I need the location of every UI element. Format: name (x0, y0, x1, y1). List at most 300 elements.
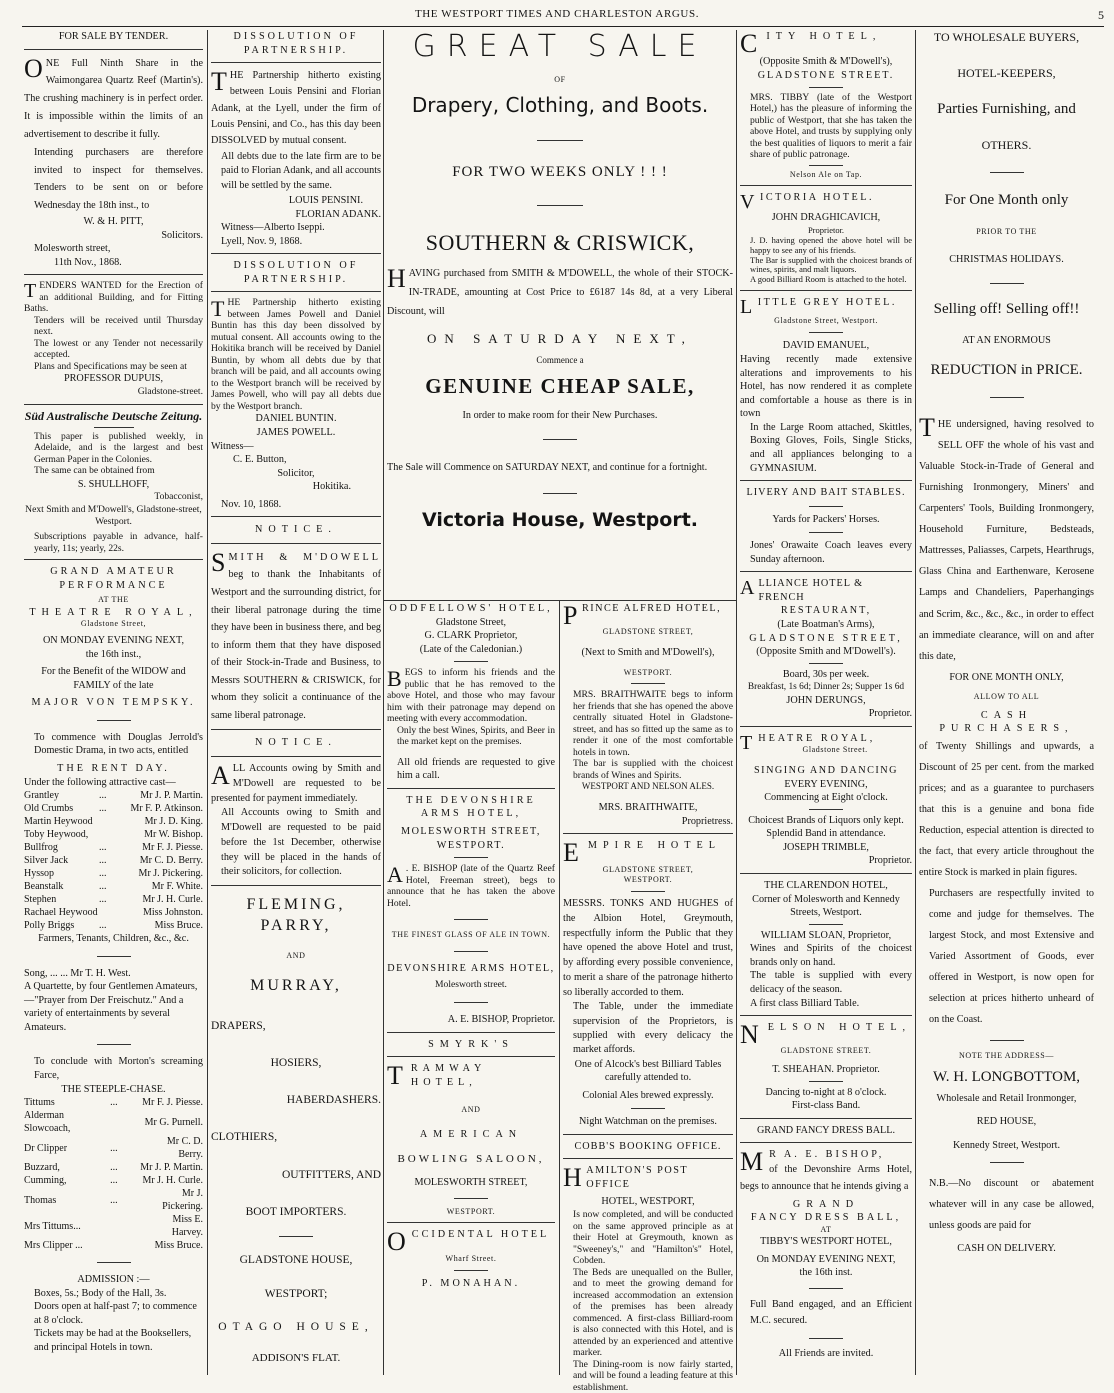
cast-actor: Mr F. White. (151, 881, 203, 893)
cast-role: Beanstalk (24, 881, 64, 893)
column-1 (24, 30, 203, 1375)
alliance-meals: Breakfast, 1s 6d; Dinner 2s; Supper 1s 6d (747, 682, 905, 693)
wholesale-line-1: TO WHOLESALE BUYERS, (933, 30, 1080, 44)
wholesale-line-4: OTHERS. (981, 137, 1032, 152)
occidental-ad (387, 1228, 555, 1291)
clarendon-corner: Corner of Molesworth and Kennedy Streets, Westport. (752, 893, 900, 919)
great-sale-commence: Commence a (536, 355, 584, 366)
column-rule (207, 30, 208, 1375)
fancy-ball-lead: R A. E. BISHOP, (769, 1149, 885, 1161)
prince-alfred-next: (Next to Smith and M'Dowell's), (581, 647, 715, 659)
oddfellows-prop: G. CLARK Proprietor, (424, 630, 518, 642)
livery-heading: LIVERY AND BAIT STABLES. (746, 487, 906, 499)
cast-dots: ... (99, 855, 107, 867)
livery-ad (740, 486, 912, 566)
notice-2-body-2: All Accounts owing to Smith and M'Dowell are requested to be paid before the 1st December, otherwise they will be placed in the hands of their solicitors, for collection. (221, 807, 381, 878)
performance-major: MAJOR VON TEMPSKY. (31, 697, 196, 709)
cast-role: Mrs Tittums... (24, 1220, 81, 1232)
prince-alfred-ales: WESTPORT AND NELSON ALES. (581, 781, 715, 792)
nelson-ad (740, 1021, 912, 1113)
cast-row (24, 1096, 203, 1109)
drop-cap: L (740, 295, 755, 318)
theatre-royal-band: Splendid Band in attendance. (766, 828, 886, 840)
tender-heading: FOR SALE BY TENDER. (58, 31, 169, 42)
clarendon-ad (740, 879, 912, 1010)
cast-actor: Mr J. H. Curle. (142, 1175, 203, 1187)
devonshire-heading: THE DEVONSHIRE ARMS HOTEL, (406, 794, 536, 820)
dissolution-2-witness-role: Solicitor, (277, 467, 315, 479)
cast-dots (110, 1213, 140, 1239)
smyrks-name: RAMWAY HOTEL, (410, 1063, 486, 1088)
cast-row (24, 854, 203, 867)
fancy-ball-date-2: the 16th inst. (799, 1267, 853, 1279)
drop-cap: H (563, 1163, 584, 1193)
theatre-royal-street: Gladstone Street. (802, 745, 868, 755)
wholesale-name: W. H. LONGBOTTOM, (932, 1068, 1081, 1085)
devonshire-street: MOLESWORTH STREET, WESTPORT. (401, 826, 541, 851)
wholesale-house: RED HOUSE, (976, 1116, 1037, 1128)
great-sale-subtitle: Drapery, Clothing, and Boots. (411, 92, 709, 117)
clarendon-body-2: The table is supplied with every delicacy of the season. (750, 970, 912, 995)
cobbs-heading: COBB'S BOOKING OFFICE. (574, 1140, 722, 1152)
zeitung-title: Süd Australische Deutsche Zeitung. (24, 408, 203, 423)
drop-cap: C (740, 29, 764, 58)
cast-role: Tittums (24, 1097, 55, 1109)
notice-2-body: LL Accounts owing by Smith and M'Dowell are requested to be presented for payment immediately. (211, 762, 381, 804)
nelson-band: First-class Band. (791, 1100, 861, 1112)
prince-alfred-role: Proprietress. (681, 815, 733, 827)
clarendon-prop: WILLIAM SLOAN, Proprietor, (760, 929, 892, 941)
admission-prices: Boxes, 5s.; Body of the Hall, 3s. (34, 1287, 167, 1299)
cast-role: Stephen (24, 894, 57, 906)
cast-role: Hyssop (24, 868, 55, 880)
cast-actor: Mr F. J. Piesse. (142, 842, 203, 854)
tenders-wanted-body: ENDERS WANTED for the Erection of an additional Building, and for Fitting Baths. (24, 280, 203, 315)
cast-row (24, 906, 203, 919)
performance-benefit: For the Benefit of the WIDOW and FAMILY of the late (41, 666, 186, 691)
empire-ad (563, 839, 733, 1128)
smyrks-town: WESTPORT. (446, 1206, 496, 1216)
cast-actor: Mr J. Pickering. (138, 868, 203, 880)
alliance-sub: RESTAURANT, (780, 605, 872, 617)
cast-role: Rachael Heywood (24, 907, 98, 919)
empire-body-5: Night Watchman on the premises. (579, 1116, 717, 1128)
prince-alfred-heading: RINCE ALFRED HOTEL, (581, 603, 722, 614)
hamilton-ad (563, 1164, 733, 1393)
victoria-hotel-role: Proprietor. (807, 224, 845, 235)
tenders-wanted-body-4: Plans and Specifications may be seen at (34, 360, 187, 372)
drop-cap: A (740, 577, 756, 600)
wholesale-line-2: HOTEL-KEEPERS, (957, 65, 1056, 80)
city-hotel-opp: (Opposite Smith & M'Dowell's), (759, 56, 893, 68)
cast-row (24, 1161, 203, 1174)
performance-when: ON MONDAY EVENING NEXT, (42, 635, 185, 647)
wholesale-cash: CASH PURCHASERS, (939, 709, 1074, 735)
empire-body: MESSRS. TONKS AND HUGHES of the Albion Hotel, Greymouth, respectfully inform the Public that they have opened the above Hotel and trust, by affording every possible convenience, to merit a share of the patronage hitherto so liberally accorded to them. (563, 897, 733, 998)
dissolution-1-witness: Witness—Alberto Iseppi. (221, 222, 325, 234)
tenders-wanted-body-3: The lowest or any Tender not necessarily accepted. (34, 337, 203, 361)
clarendon-body: Wines and Spirits of the choicest brands only on hand. (750, 943, 912, 968)
wholesale-street: Kennedy Street, Westport. (952, 1139, 1061, 1151)
cast-dots: ... (110, 1142, 118, 1154)
great-sale-ad (387, 30, 733, 598)
wholesale-body-3: Purchasers are respectfully invited to come and judge for themselves. The largest Stock, and most Extensive and Varied Assortment of Goods, ever offered in Westport, is now open for selection at prices hitherto unheard of on the Coast. (929, 887, 1094, 1026)
drop-cap: N (740, 1020, 765, 1050)
column-rule (383, 30, 384, 1375)
cast-actor: Mr C. D. Berry. (139, 855, 203, 867)
theatre-royal-heading: HEATRE ROYAL, (758, 732, 876, 744)
alliance-role: Proprietor. (868, 708, 912, 720)
city-hotel-heading: ITY HOTEL, (766, 31, 882, 42)
cast-actor: Mr W. Bishop. (144, 829, 203, 841)
little-grey-street: Gladstone Street, Westport. (774, 315, 878, 325)
drop-cap: M (740, 1147, 767, 1177)
alliance-heading: LLIANCE HOTEL & FRENCH (758, 578, 864, 603)
cast-dots (110, 1109, 140, 1135)
cast-role: Buzzard, (24, 1162, 60, 1174)
victoria-hotel-heading: ICTORIA HOTEL. (759, 192, 874, 204)
drop-cap: T (919, 413, 935, 443)
nelson-dancing: Dancing to-night at 8 o'clock. (765, 1086, 887, 1098)
drop-cap: A (387, 862, 403, 888)
great-sale-duration: FOR TWO WEEKS ONLY ! ! ! (452, 164, 668, 181)
great-sale-of: OF (554, 75, 566, 84)
dissolution-2-witness-name: C. E. Button, (233, 454, 287, 466)
admission-heading: ADMISSION :— (77, 1274, 150, 1286)
prince-alfred-body-2: The bar is supplied with the choicest brands of Wines and Spirits. (573, 758, 733, 781)
page-number: 5 (1098, 8, 1104, 22)
victoria-hotel-body: J. D. having opened the above hotel will be happy to see any of his friends. (750, 235, 912, 255)
occidental-street: Wharf Street. (445, 1253, 497, 1263)
devonshire-ad (387, 794, 555, 1027)
dissolution-2-date: Nov. 10, 1868. (221, 498, 282, 510)
tenders-wanted-name: PROFESSOR DUPUIS, (63, 373, 164, 385)
victoria-hotel-body-3: A good Billiard Room is attached to the hotel. (750, 274, 907, 285)
cast-row (24, 1135, 203, 1161)
great-sale-title: GREAT SALE (412, 29, 708, 64)
wholesale-month: For One Month only (944, 191, 1069, 208)
cast-dots: ... (110, 1162, 118, 1174)
alliance-late: (Late Boatman's Arms), (777, 619, 875, 631)
cast-dots (99, 815, 129, 828)
prince-alfred-body: MRS. BRAITHWAITE begs to inform her friends that she has opened the above centrally situated Hotel in Gladstone-street, and has so fitted up the same as to render it one of the most comfortable hotels in town. (573, 689, 733, 758)
devonshire-prop: A. E. BISHOP, Proprietor. (447, 1014, 555, 1026)
cast-role: Alderman Slowcoach, (24, 1110, 71, 1135)
fancy-ball-grand: GRAND (792, 1198, 860, 1210)
cast-dots: ... (99, 842, 107, 854)
column-rule (559, 600, 560, 1375)
theatre-royal-sing: SINGING AND DANCING (754, 765, 898, 777)
nelson-prop: T. SHEAHAN. Proprietor. (772, 1064, 880, 1076)
dissolution-2-sig-1: DANIEL BUNTIN. (255, 413, 337, 425)
smyrks-and: AND (461, 1105, 481, 1115)
fleming-line-4: CLOTHIERS, (211, 1131, 278, 1144)
empire-body-2: The Table, under the immediate supervision of the Proprietors, is supplied with every delicacy the market affords. (573, 1001, 733, 1056)
notice-1-heading: NOTICE. (255, 524, 337, 536)
little-grey-prop: DAVID EMANUEL, (782, 340, 870, 352)
oddfellows-body-2: Only the best Wines, Spirits, and Beer in the market kept on the premises. (397, 724, 555, 748)
cast-actor: Mr J. P. Martin. (140, 1162, 203, 1174)
fancy-ball-date: On MONDAY EVENING NEXT, (756, 1253, 896, 1265)
dissolution-1-sig-1: LOUIS PENSINI. (288, 195, 363, 207)
empire-body-3: One of Alcock's best Billiard Tables carefully attended to. (574, 1058, 722, 1084)
admission-tickets: Tickets may be had at the Booksellers, and principal Hotels in town. (34, 1328, 192, 1353)
cast-role: Old Crumbs (24, 803, 74, 815)
zeitung-agent-address: Next Smith and M'Dowell's, Gladstone-street, Westport. (25, 504, 202, 527)
notice-2-ad (211, 736, 381, 880)
fancy-ball-venue: TIBBY'S WESTPORT HOTEL, (760, 1236, 892, 1248)
theatre-royal-brands: Choicest Brands of Liquors only kept. (748, 814, 904, 826)
cast-row (24, 1174, 203, 1187)
drop-cap: S (211, 547, 226, 577)
cast-actor: Mr J. Pickering. (162, 1188, 203, 1213)
drop-cap: O (24, 53, 43, 83)
cast-actor: Mr C. D. Berry. (166, 1136, 203, 1161)
fleming-line-6: BOOT IMPORTERS. (245, 1206, 347, 1219)
top-rule (22, 26, 1104, 27)
cast-actor: Miss Bruce. (154, 920, 203, 932)
cast-dots (99, 906, 129, 919)
cast-row (24, 1239, 203, 1252)
cast-row (24, 867, 203, 880)
zeitung-subscriptions: Subscriptions payable in advance, half-yearly, 11s; yearly, 22s. (34, 531, 203, 554)
dissolution-1-sig-2: FLORIAN ADANK. (295, 208, 381, 220)
performance-heading: GRAND AMATEUR PERFORMANCE (50, 566, 177, 591)
column-2 (211, 30, 381, 1375)
section-rule (384, 600, 736, 601)
great-sale-firm: SOUTHERN & CRISWICK, (425, 230, 695, 256)
performance-venue: THEATRE ROYAL, (29, 606, 198, 618)
alliance-prop: JOHN DERUNGS, (786, 694, 866, 706)
little-grey-body: Having recently made extensive alterations and improvements to his Hotel, has now rendered it as complete and comfortable a house as there is in town (740, 354, 912, 420)
theatre-royal-commencing: Commencing at Eight o'clock. (764, 792, 888, 804)
cast-row (24, 919, 203, 932)
admission-doors: Doors open at half-past 7; to commence at 8 o'clock. (34, 1301, 197, 1326)
victoria-hotel-body-2: The Bar is supplied with the choicest brands of wines, spirits, and malt liquors. (750, 254, 912, 275)
tender-signer-role: Solicitors. (161, 229, 203, 241)
empire-town: WESTPORT. (623, 875, 673, 885)
city-hotel-ad (740, 30, 912, 180)
prince-alfred-street: GLADSTONE STREET, (602, 627, 694, 637)
cast-dots: ... (110, 1175, 118, 1187)
oddfellows-body: EGS to inform his friends and the public that he has removed to the above Hotel, and those who may favour him with their patronage may depend on meeting with every accommodation. (387, 667, 555, 725)
cast-row (24, 893, 203, 906)
oddfellows-body-3: All old friends are requested to give him a call. (397, 756, 555, 782)
cast-actor: Miss Bruce. (154, 1240, 203, 1252)
theatre-royal-every: EVERY EVENING, (784, 778, 868, 790)
performance-conclude: To conclude with Morton's screaming Farce, (34, 1056, 203, 1082)
tenders-wanted-ad (24, 280, 203, 398)
oddfellows-late: (Late of the Caledonian.) (419, 643, 523, 655)
play-1-title: THE RENT DAY. (57, 762, 170, 774)
cast-dots: ... (99, 894, 107, 906)
cast-role: Thomas (24, 1194, 57, 1206)
smyrks-street: MOLESWORTH STREET, (414, 1177, 528, 1189)
devonshire-heading-2: DEVONSHIRE ARMS HOTEL, (387, 962, 555, 974)
wholesale-xmas: CHRISTMAS HOLIDAYS. (949, 254, 1064, 266)
dissolution-1-date: Lyell, Nov. 9, 1868. (221, 235, 303, 247)
fancy-ball-ad (740, 1124, 912, 1360)
cast-actor: Miss E. Harvey. (171, 1214, 203, 1239)
fleming-and: AND (286, 950, 306, 960)
tender-body: NE Full Ninth Share in the Waimongarea Quartz Reef (Martin's). The crushing machinery is in perfect order. It is impossible within the limits of an advertisement to describe it fully. (24, 57, 203, 140)
hamilton-sub: HOTEL, WESTPORT, (601, 1196, 695, 1208)
victoria-hotel-ad (740, 191, 912, 285)
wholesale-prior: PRIOR TO THE (976, 226, 1037, 236)
cast-actor: Mr J. H. Curle. (142, 894, 203, 906)
cast-dots: ... (99, 803, 107, 815)
cast-row (24, 1109, 203, 1135)
wholesale-nb: N.B.—No discount or abatement whatever will in any case be allowed, unless goods are paid for (929, 1178, 1094, 1232)
wholesale-one-month: FOR ONE MONTH ONLY, (949, 671, 1064, 683)
oddfellows-street: Gladstone Street, (435, 616, 507, 628)
cast-2-table (24, 1096, 203, 1252)
performance-date: the 16th inst., (85, 648, 142, 660)
wholesale-body: HE undersigned, having resolved to SELL OFF the whole of his vast and Valuable Stock-in-Trade of General and Furnishing Ironmongery, Miners' and Carpenters' Tools, Building Ironmongery, Household Furniture, Bedsteads, Mattresses, Paliasses, Carpets, Hearthrugs, Glass China and Earthenware, Kerosene Lamps and Chandeliers, Paperhangings and Scrim, &c., &c., &c., in order to effect an immediate clearance, will on and after this date, (919, 419, 1094, 662)
fancy-ball-at: AT (820, 1224, 832, 1234)
dissolution-2-heading: DISSOLUTION OF PARTNERSHIP. (233, 260, 359, 285)
wholesale-body-2: of Twenty Shillings and upwards, a Discount of 25 per cent. from the marked prices; and as a guarantee to purchasers that this is a genuine and bona fide Reduction, especial attention is directed to the fact, that every article throughout the entire Stock is marked in plain figures. (919, 740, 1094, 878)
livery-coach: Jones' Orawaite Coach leaves every Sunday afternoon. (750, 540, 912, 565)
theatre-royal-prop: JOSEPH TRIMBLE, (783, 841, 869, 853)
devonshire-street-2: Molesworth street. (435, 979, 507, 991)
column-4 (740, 30, 912, 1375)
dissolution-1-heading: DISSOLUTION OF PARTNERSHIP. (233, 31, 359, 56)
alliance-street: GLADSTONE STREET, (749, 632, 903, 644)
great-sale-house: Victoria House, Westport. (422, 509, 698, 532)
cast-role: Toby Heywood, (24, 829, 89, 841)
tender-signer: W. & H. PITT, (83, 216, 144, 228)
cast-actor: Mr F. J. Piesse. (142, 1097, 203, 1109)
smyrks-bowling: BOWLING SALOON, (397, 1152, 545, 1165)
cast-role: Mrs Clipper ... (24, 1240, 83, 1252)
city-hotel-street: GLADSTONE STREET. (757, 69, 895, 81)
cast-role: Polly Briggs (24, 920, 75, 932)
dissolution-2-sig-2: JAMES POWELL. (256, 426, 336, 438)
cast-dots (99, 828, 129, 841)
little-grey-body-2: In the Large Room attached, Skittles, Boxing Gloves, Foils, Single Sticks, and all appliances belonging to a GYMNASIUM. (750, 421, 912, 474)
nelson-heading: ELSON HOTEL, (767, 1022, 912, 1034)
fleming-line-1: DRAPERS, (211, 1019, 266, 1032)
great-sale-reason: In order to make room for their New Purchases. (462, 410, 658, 422)
drop-cap: T (24, 280, 37, 303)
hamilton-body: Is now completed, and will be conducted on the same approved principle as at their Hotel at Greymouth, known as "Sweeney's," and "Hamilton's" Hotel, Cobden. (573, 1209, 733, 1267)
nelson-street: GLADSTONE STREET. (780, 1046, 872, 1056)
cast-1-intro: Under the following attractive cast— (24, 776, 176, 788)
fancy-ball-band: Full Band engaged, and an Efficient M.C. secured. (750, 1299, 912, 1327)
dissolution-2-witness: Witness— (211, 440, 254, 452)
great-sale-genuine: GENUINE CHEAP SALE, (425, 374, 695, 399)
fleming-place-1: WESTPORT; (264, 1287, 328, 1300)
oddfellows-ad (387, 602, 555, 783)
zeitung-agent: S. SHULLHOFF, (77, 478, 150, 490)
victoria-hotel-prop: JOHN DRAGHICAVICH, (771, 212, 881, 224)
theatre-performance-ad (24, 565, 203, 1354)
column-3b (563, 601, 733, 1393)
smyrks-american: AMERICAN (419, 1128, 523, 1140)
cast-role: Dr Clipper (24, 1142, 68, 1154)
dissolution-2-witness-place: Hokitika. (312, 481, 351, 493)
fleming-parry-murray-ad (211, 894, 381, 1366)
hamilton-heading: AMILTON'S POST OFFICE (586, 1165, 688, 1190)
zeitung-body-2: The same can be obtained from (34, 465, 155, 477)
drop-cap: T (211, 67, 227, 97)
cast-actor: Mr J. D. King. (144, 816, 203, 828)
wholesale-ad (919, 30, 1094, 1256)
hamilton-body-3: The Dining-room is now fairly started, and will be found a leading feature at this establishment. (573, 1358, 733, 1393)
performance-commence: To commence with Douglas Jerrold's Domestic Drama, in two acts, entitled (34, 731, 203, 757)
performance-song: Song, ... ... Mr T. H. West. (24, 967, 131, 979)
performance-street: Gladstone Street, (80, 619, 147, 629)
alliance-opp: (Opposite Smith and M'Dowell's). (756, 646, 896, 658)
notice-2-heading: NOTICE. (255, 737, 337, 749)
drop-cap: O (387, 1227, 409, 1257)
masthead (0, 8, 1114, 24)
devonshire-ale: THE FINEST GLASS OF ALE IN TOWN. (391, 930, 551, 940)
drop-cap: T (211, 296, 225, 322)
tender-address: Molesworth street, (34, 243, 111, 255)
dissolution-1-ad (211, 30, 381, 248)
occidental-prop: P. MONAHAN. (421, 1278, 521, 1290)
cast-row (24, 802, 203, 815)
dissolution-2-body: HE Partnership hitherto existing between James Powell and Daniel Buntin has this day been dissolved by mutual consent. All accounts owing to the Hokitika branch will be received by Daniel Buntin, by whom all debts due by that branch will be paid, and all accounts owing to the Westport branch will be received by James Powell, who will pay all debts due by the Westport branch. (211, 297, 381, 412)
zeitung-ad (24, 410, 203, 554)
masthead-title: THE WESTPORT TIMES AND CHARLESTON ARGUS. (414, 8, 700, 20)
drop-cap: A (211, 760, 230, 790)
cast-role: Martin Heywood (24, 816, 93, 828)
drop-cap: E (563, 838, 585, 868)
drop-cap: H (387, 264, 406, 294)
empire-body-4: Colonial Ales brewed expressly. (582, 1089, 714, 1101)
drop-cap: V (740, 191, 757, 214)
zeitung-agent-role: Tobacconist, (154, 491, 203, 503)
theatre-royal-role: Proprietor. (868, 855, 912, 867)
tenders-wanted-address: Gladstone-street. (137, 385, 203, 397)
dissolution-2-ad (211, 259, 381, 511)
cast-row (24, 880, 203, 893)
smyrks-ad (387, 1038, 555, 1218)
fleming-line-5: OUTFITTERS, AND (281, 1168, 381, 1181)
wholesale-line-3: Parties Furnishing, and (937, 100, 1076, 117)
notice-1-body: beg to thank the Inhabitants of Westport and the surrounding district, for their liberal patronage during the time they have been in business there, and beg to inform them that they have disposed of their Stock-in-Trade and Business, to Messrs SOUTHERN & CRISWICK, for whom they solicit a continuance of the same liberal patronage. (211, 569, 381, 721)
great-sale-on-day: ON SATURDAY NEXT, (427, 331, 693, 347)
column-3a (387, 602, 555, 1377)
hamilton-body-2: The Beds are unequalled on the Buller, and to meet the growing demand for increased accommodation an extension of the premises has been already commenced. A first-class Billiard-room is also connected with this Hotel, and is attended by an experienced and attentive marker. (573, 1266, 733, 1359)
drop-cap: P (563, 601, 579, 630)
column-rule (736, 30, 737, 1375)
cast-actor: Mr F. P. Atkinson. (130, 803, 203, 815)
cast-dots: ... (110, 1097, 118, 1109)
zeitung-body: This paper is published weekly, in Adelaide, and is the largest and best German Paper in the Colonies. (34, 430, 203, 465)
fleming-place-2: ADDISON'S FLAT. (251, 1352, 341, 1365)
cast-row (24, 1213, 203, 1239)
performance-at-the: AT THE (98, 595, 129, 605)
wholesale-allow: ALLOW TO ALL (973, 692, 1040, 702)
wholesale-note: NOTE THE ADDRESS— (959, 1051, 1054, 1061)
oddfellows-heading: ODDFELLOWS' HOTEL, (389, 603, 553, 614)
prince-alfred-sig: MRS. BRAITHWAITE, (598, 802, 698, 814)
drop-cap: T (387, 1061, 408, 1091)
wholesale-selling: Selling off! Selling off!! (933, 300, 1080, 317)
fleming-line-2: HOSIERS, (270, 1056, 322, 1069)
devonshire-body: . E. BISHOP (late of the Quartz Reef Hotel, Freeman street), begs to announce that he has taken the above Hotel. (387, 863, 555, 909)
fleming-name-2: MURRAY, (250, 977, 342, 995)
cast-dots: ... (110, 1194, 118, 1206)
cast-role: Bullfrog (24, 842, 58, 854)
fleming-house-1: GLADSTONE HOUSE, (239, 1254, 353, 1267)
notice-1-ad (211, 523, 381, 724)
cast-row (24, 789, 203, 802)
